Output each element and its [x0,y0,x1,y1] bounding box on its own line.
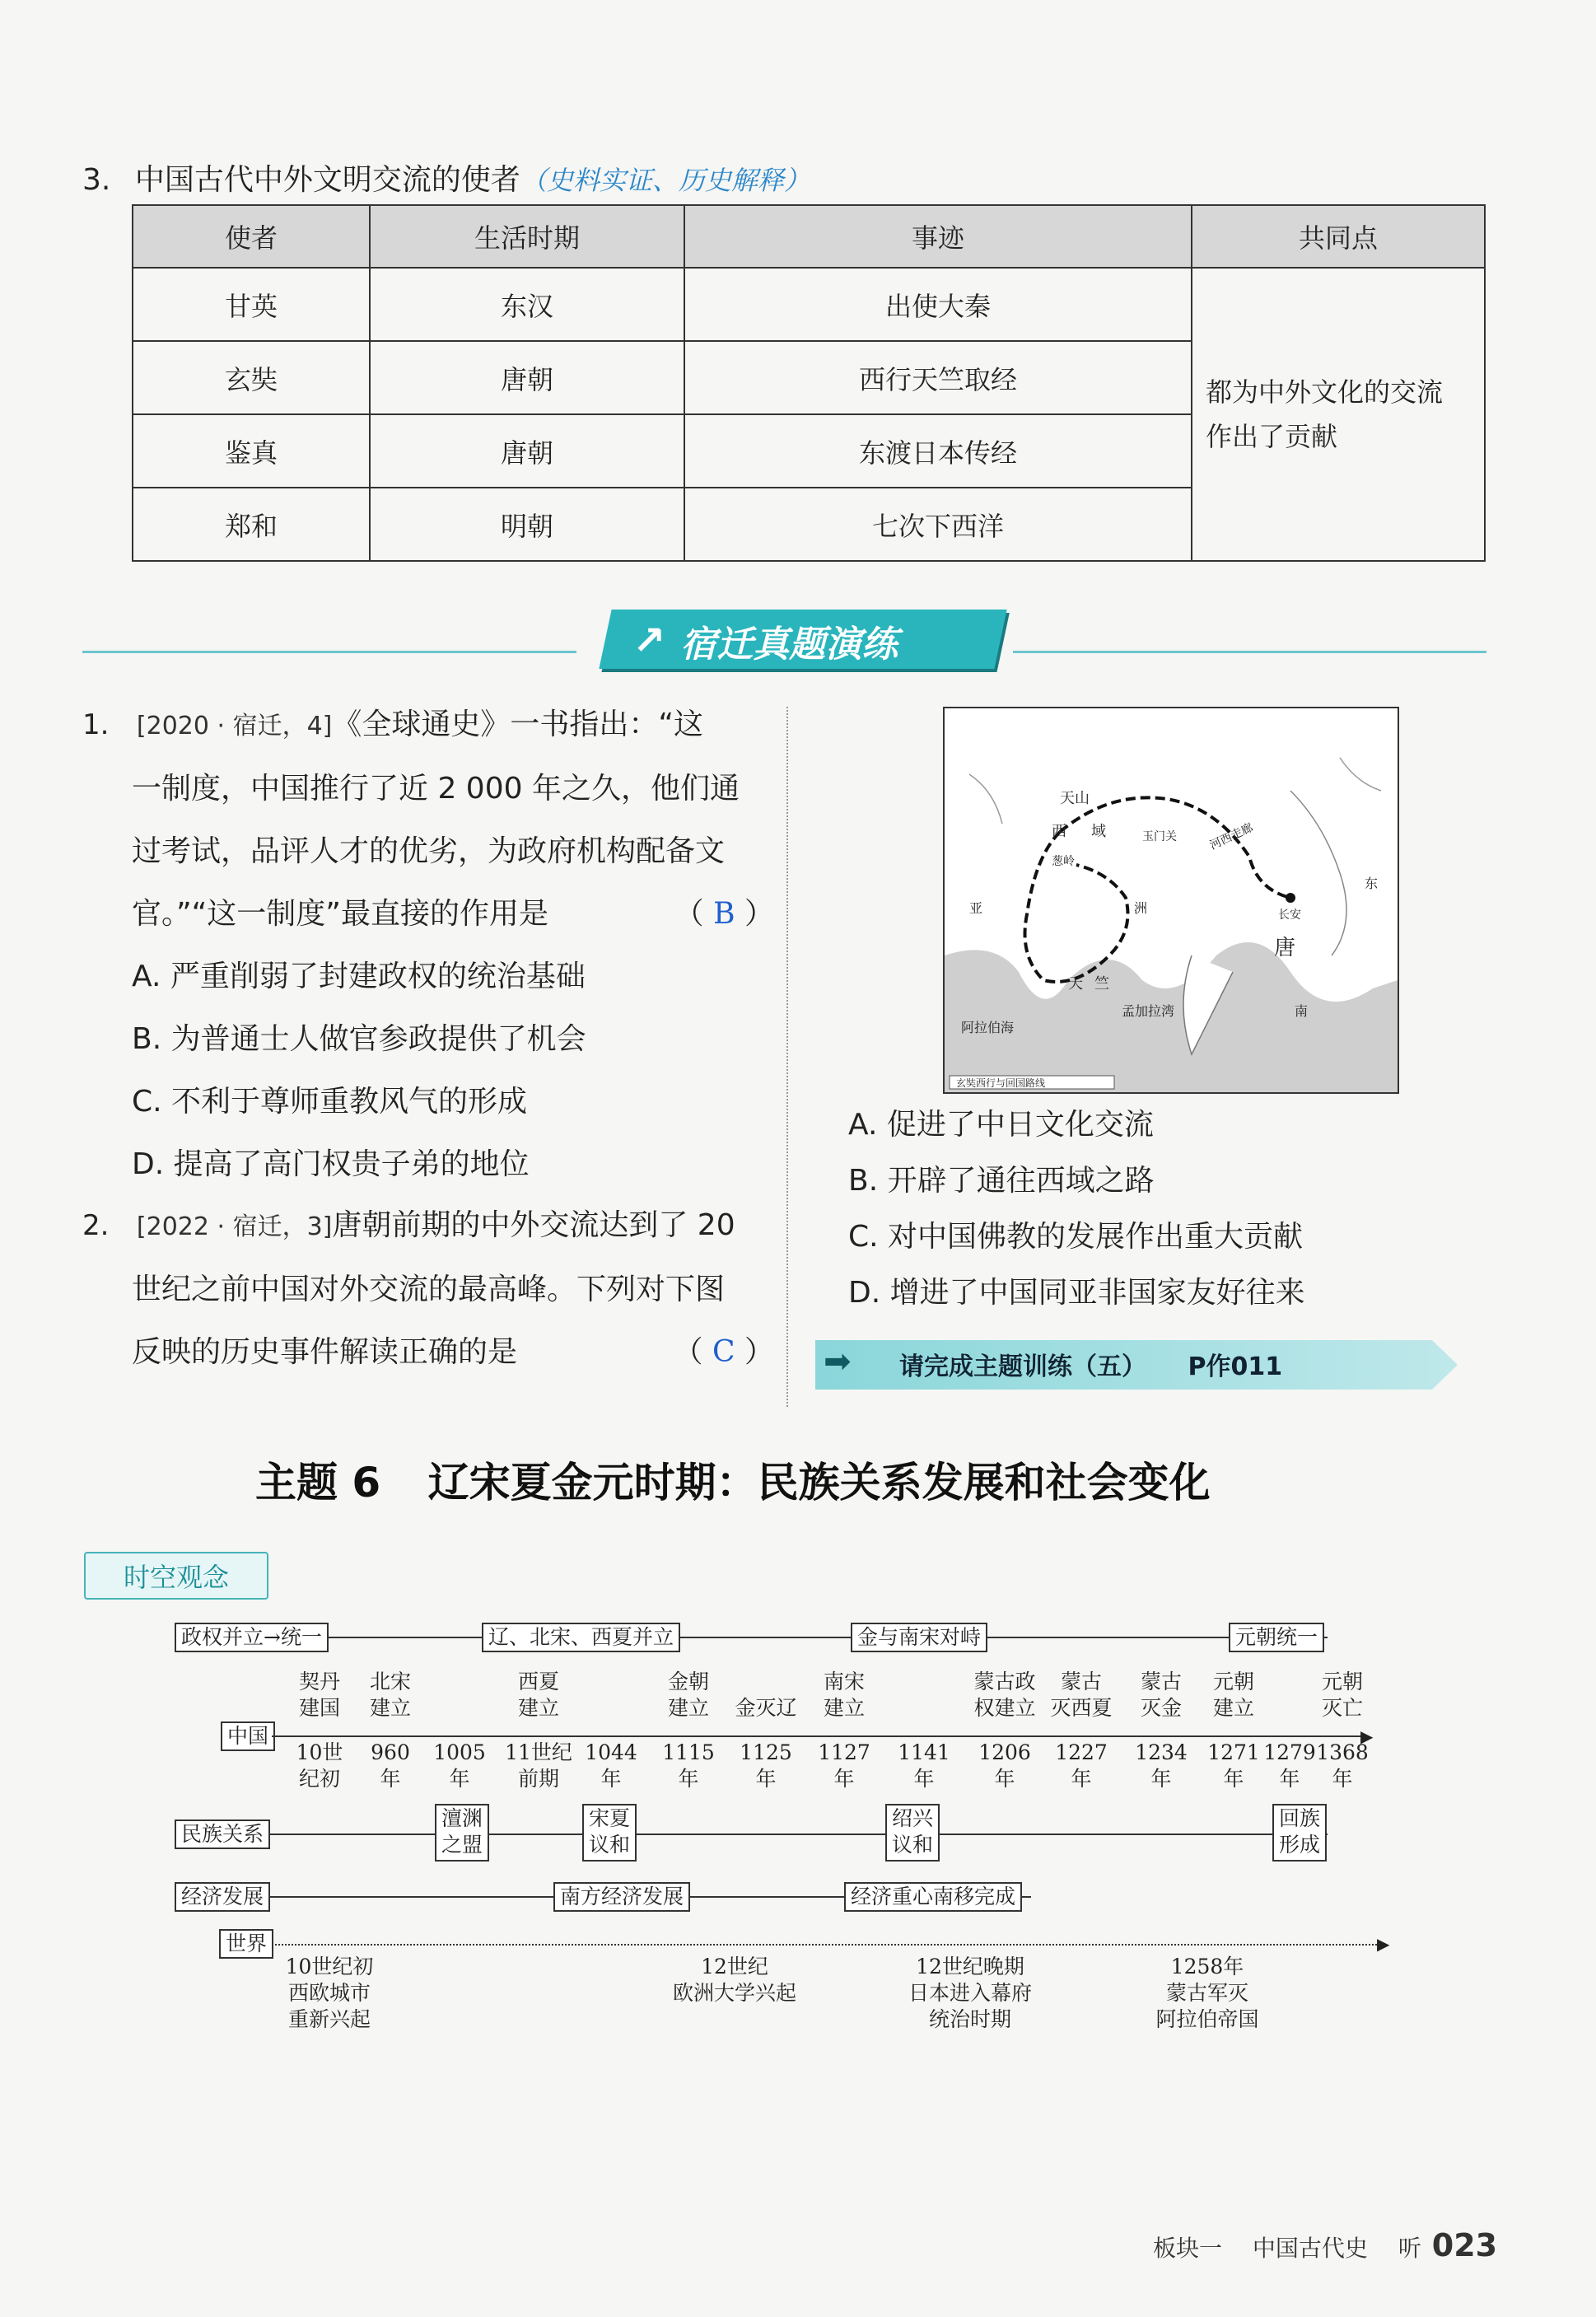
q1-option-a[interactable]: A. 严重削弱了封建政权的统治基础 [132,960,586,993]
ethnic-event-box: 澶渊 之盟 [435,1804,489,1862]
topic-title: 辽宋夏金元时期：民族关系发展和社会变化 [427,1459,1211,1507]
map-label-changan: 长安 [1278,909,1301,922]
q3-title-text: 中国古代中外文明交流的使者 [134,163,520,197]
q3-note: （史料实证、历史解释） [520,165,810,196]
year-label: 1368 年 [1316,1740,1369,1791]
table-row [133,268,1485,341]
ethnic-event-box: 回族 形成 [1272,1804,1327,1862]
q3-number: 3. [82,163,111,197]
common-line1: 都为中外文化的交流 [1206,376,1444,408]
header-period: 生活时期 [370,205,684,268]
q1-number: 1. [82,708,110,741]
footer-section: 板块一 [1153,2235,1223,2262]
q1-line3: 过考试，品评人才的优劣，为政府机构配备文 [132,834,726,868]
topic-heading [255,1450,1211,1509]
deed-cell: 东渡日本传经 [684,414,1192,488]
q2-options [848,1097,1474,1321]
arrow-right-icon: ➡ [824,1343,852,1380]
map-label-yumenguan: 玉门关 [1142,830,1177,843]
ethnic-event-box: 宋夏 议和 [582,1804,637,1862]
china-axis [272,1735,1367,1737]
q2-option-b[interactable]: B. 开辟了通往西域之路 [848,1164,1155,1198]
event-label: 南宋 建立 [823,1670,866,1720]
map-label-bay-of-bengal: 孟加拉湾 [1122,1003,1175,1019]
event-label: 蒙古政 权建立 [973,1670,1036,1720]
envoy-table [132,204,1486,562]
deed-cell: 七次下西洋 [684,488,1192,561]
event-label: 金灭辽 [735,1696,797,1720]
ethnic-event-box: 绍兴 议和 [885,1804,940,1862]
footer [1153,2227,1497,2263]
year-label: 1271 年 [1207,1740,1260,1791]
world-event: 12世纪晚期 日本进入幕府 统治时期 [908,1955,1033,2031]
event-label: 蒙古 灭金 [1140,1670,1183,1720]
q2-source: [2022 · 宿迁，3] [136,1212,333,1241]
year-label: 10世 纪初 [296,1740,343,1791]
map-label-asia: 亚 [969,900,983,916]
world-event: 1258年 蒙古军灭 阿拉伯帝国 [1155,1955,1259,2031]
q1-option-b[interactable]: B. 为普通士人做官参政提供了机会 [132,1022,586,1056]
q2-option-d[interactable]: D. 增进了中国同亚非国家友好往来 [848,1276,1305,1310]
table-header-row [133,205,1485,268]
period-cell: 唐朝 [370,341,684,414]
q3-title [82,156,810,199]
map-label-congling: 葱岭 [1052,855,1075,868]
spacetime-tag: 时空观念 [84,1552,268,1600]
year-label: 11世纪 前期 [505,1740,572,1791]
common-cell [1192,268,1485,561]
column-divider [786,707,788,1407]
deed-cell: 出使大秦 [684,268,1192,341]
q2-option-a[interactable]: A. 促进了中日文化交流 [848,1108,1154,1142]
event-label: 金朝 建立 [667,1670,710,1720]
envoy-cell: 甘英 [133,268,370,341]
phase-box: 金与南宋对峙 [851,1623,987,1652]
question-2: 2. [2022 · 宿迁，3]唐朝前期的中外交流达到了 20 世纪之前中国对外交流的最高峰。下列对下图 反映的历史事件解读正确的是 （ C ） [82,1208,774,1369]
map-label-zhou: 洲 [1134,900,1148,916]
ethnic-line [175,1834,1328,1835]
envoy-cell: 郑和 [133,488,370,561]
year-label: 1115 年 [662,1740,715,1791]
q2-option-c[interactable]: C. 对中国佛教的发展作出重大贡献 [848,1220,1304,1254]
header-common: 共同点 [1192,205,1485,268]
common-line2: 作出了贡献 [1206,421,1338,452]
year-label: 1206 年 [978,1740,1031,1791]
question-1: 1. [2020 · 宿迁，4]《全球通史》一书指出：“这 一制度，中国推行了近 2 000 年之久，他们通 过考试，品评人才的优劣，为政府机构配备文 官。”“这一制度”最直接的作用是 （ B ） A. 严重削弱了封建政权的统治基础 B. 为普通士人做官参政提供了机会 C. 不利于尊师重教风气的形成 D. 提高了高门权贵子弟的地位 [82,694,774,1196]
map-label-tianshan: 天山 [1060,790,1090,807]
q1-option-d[interactable]: D. 提高了高门权贵子弟的地位 [132,1147,530,1181]
world-axis [272,1944,1384,1946]
q2-answer: C [712,1335,735,1369]
event-label: 契丹 建国 [298,1670,341,1720]
year-label: 1234 年 [1135,1740,1188,1791]
year-label: 1005 年 [433,1740,486,1791]
year-label: 1279 年 [1263,1740,1316,1791]
map-label-xiyu: 西域 [1052,823,1131,840]
xuanzang-route-map [943,707,1399,1094]
period-cell: 唐朝 [370,414,684,488]
event-label: 西夏 建立 [517,1670,560,1720]
q1-line2: 一制度，中国推行了近 2 000 年之久，他们通 [132,772,740,806]
phase-box: 政权并立→统一 [175,1623,329,1652]
period-cell: 明朝 [370,488,684,561]
map-label-tang: 唐 [1274,936,1296,960]
phase-line [175,1637,1328,1638]
envoy-cell: 鉴真 [133,414,370,488]
event-label: 元朝 灭亡 [1321,1670,1364,1720]
year-label: 960 年 [371,1740,410,1791]
q1-source: [2020 · 宿迁，4] [136,712,333,740]
training-label: 请完成主题训练（五） [899,1352,1146,1381]
map-label-dong: 东 [1365,876,1379,891]
world-label: 世界 [219,1929,273,1959]
training-page: P作011 [1188,1352,1283,1381]
economy-event-box: 经济重心南移完成 [844,1882,1022,1912]
map-label-hexi: 河西走廊 [1207,820,1256,853]
ethnic-label: 民族关系 [175,1819,270,1849]
arrow-icon: ↗ [632,618,666,664]
banner-line-right [1013,651,1486,653]
year-label: 1044 年 [585,1740,637,1791]
axis-arrow-icon: ▶ [1360,1726,1374,1746]
footer-subject: 中国古代史 [1252,2235,1368,2262]
banner [618,614,996,668]
world-axis-arrow-icon: ▶ [1377,1934,1390,1954]
map-label-arabian-sea: 阿拉伯海 [961,1020,1015,1035]
header-envoy: 使者 [133,205,370,268]
q2-number: 2. [82,1209,110,1242]
page-number: 023 [1431,2227,1498,2263]
envoy-cell: 玄奘 [133,341,370,414]
china-label: 中国 [221,1721,275,1751]
footer-listen[interactable]: 听 [1398,2235,1421,2262]
economy-event-box: 南方经济发展 [553,1882,690,1912]
phase-box: 辽、北宋、西夏并立 [482,1623,680,1652]
q1-line4: 官。”“这一制度”最直接的作用是 [132,897,548,931]
economy-label: 经济发展 [175,1882,270,1912]
q1-option-c[interactable]: C. 不利于尊师重教风气的形成 [132,1085,528,1119]
q2-line2: 世纪之前中国对外交流的最高峰。下列对下图 [132,1273,726,1306]
training-text[interactable] [899,1346,1282,1382]
year-label: 1125 年 [740,1740,792,1791]
year-label: 1227 年 [1055,1740,1108,1791]
event-label: 元朝 建立 [1212,1670,1255,1720]
year-label: 1127 年 [818,1740,870,1791]
q1-answer: B [713,897,735,931]
map-label-nan: 南 [1295,1003,1309,1019]
q1-line1: 《全球通史》一书指出：“这 [332,708,704,741]
period-cell: 东汉 [370,268,684,341]
banner-line-left [82,651,576,653]
world-event: 10世纪初 西欧城市 重新兴起 [285,1955,374,2031]
event-label: 蒙古 灭西夏 [1050,1670,1113,1720]
q2-line1: 唐朝前期的中外交流达到了 20 [332,1208,735,1242]
q2-line3: 反映的历史事件解读正确的是 [132,1335,518,1369]
map-label-tianzhu: 天竺 [1068,975,1121,993]
header-deed: 事迹 [684,205,1192,268]
world-event: 12世纪 欧洲大学兴起 [672,1955,797,2005]
banner-title: 宿迁真题演练 [680,624,898,666]
phase-box: 元朝统一 [1229,1623,1324,1652]
deed-cell: 西行天竺取经 [684,341,1192,414]
map-legend: 玄奘西行与回国路线 [956,1077,1046,1089]
topic-number: 主题 6 [255,1459,381,1507]
year-label: 1141 年 [898,1740,950,1791]
event-label: 北宋 建立 [369,1670,412,1720]
